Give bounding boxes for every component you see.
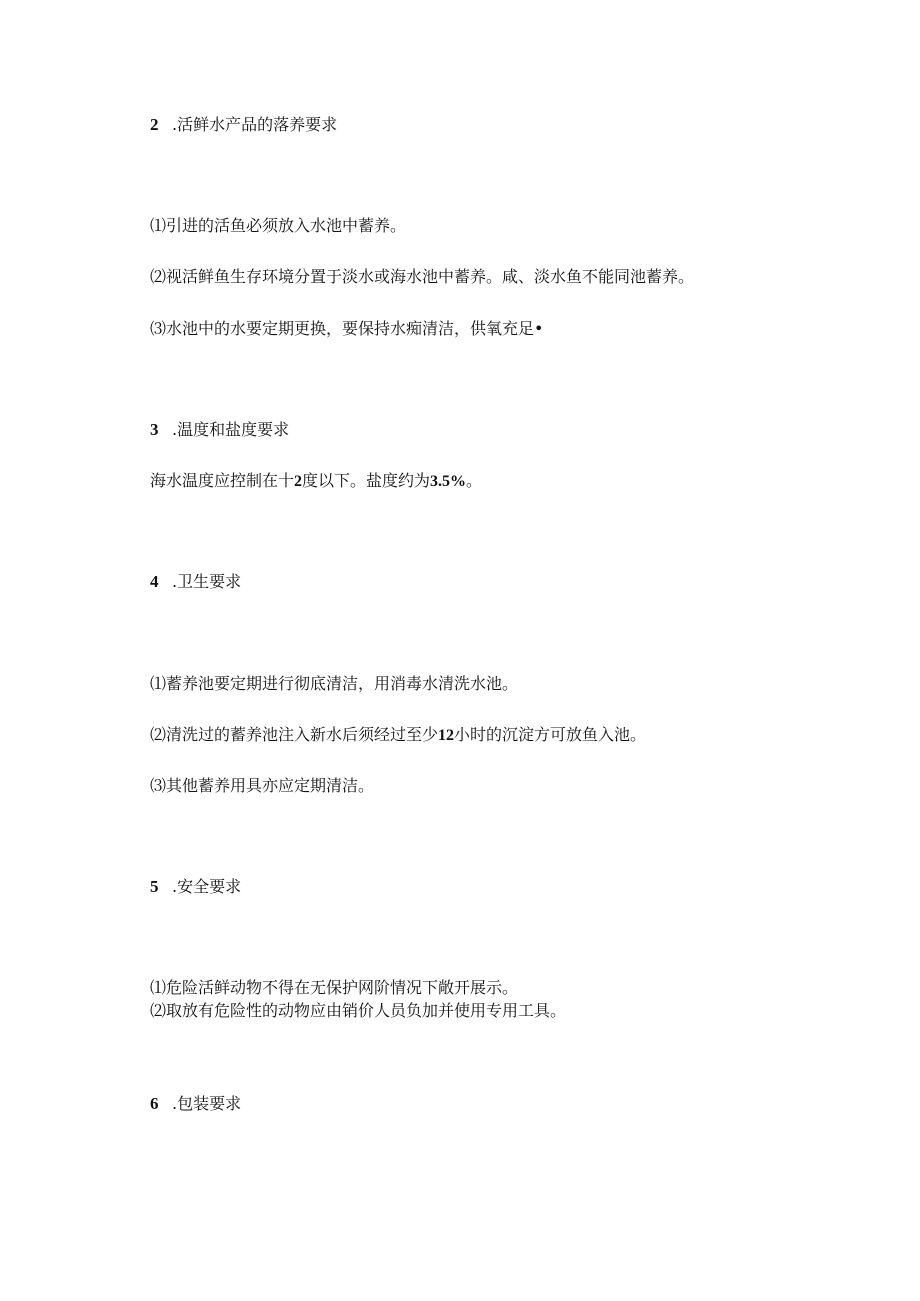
section-4-item-1: ⑴蓄养池要定期进行彻底清洁，用消毒水清洗水池。 (150, 674, 519, 693)
section-3-heading (150, 420, 289, 440)
text-part: 小时的沉淀方可放鱼入池。 (454, 725, 647, 744)
section-title: .包装要求 (172, 1094, 242, 1113)
hours-value: 12 (438, 727, 455, 744)
section-number: 4 (150, 572, 159, 591)
section-4-item-2 (150, 725, 646, 746)
section-title: .温度和盐度要求 (172, 420, 290, 439)
section-2-item-1: ⑴引进的活鱼必须放入水池中蓄养。 (150, 216, 407, 235)
section-4-item-3: ⑶其他蓄养用具亦应定期清洁。 (150, 776, 375, 795)
section-title: .活鲜水产品的落养要求 (172, 115, 338, 134)
section-3-text (150, 471, 482, 492)
section-2-heading (150, 115, 337, 135)
temperature-value: 2 (294, 473, 303, 490)
section-title: .安全要求 (172, 877, 242, 896)
section-number: 2 (150, 115, 159, 134)
section-number: 6 (150, 1094, 159, 1113)
section-title: .卫生要求 (172, 572, 242, 591)
section-5-item-1: ⑴危险活鲜动物不得在无保护网阶情况下敞开展示。 (150, 978, 519, 997)
text-part: 度以下。盐度约为 (302, 471, 431, 490)
salinity-value: 3.5% (430, 473, 467, 490)
section-6-heading (150, 1094, 241, 1114)
text-part: ⑵清洗过的蓄养池注入新水后须经过至少 (150, 725, 439, 744)
section-5-item-2: ⑵取放有危险性的动物应由销价人员负加并使用专用工具。 (150, 1001, 567, 1020)
text-part: 海水温度应控制在十 (150, 471, 295, 490)
section-4-heading (150, 572, 241, 592)
text-part: 。 (466, 471, 483, 490)
section-2-item-3: ⑶水池中的水要定期更换，要保持水痴清洁，供氧充足• (150, 319, 544, 338)
section-number: 3 (150, 420, 159, 439)
section-5-heading (150, 877, 241, 897)
section-2-item-2: ⑵视活鲜鱼生存环境分置于淡水或海水池中蓄养。咸、淡水鱼不能同池蓄养。 (150, 267, 695, 286)
section-number: 5 (150, 877, 159, 896)
